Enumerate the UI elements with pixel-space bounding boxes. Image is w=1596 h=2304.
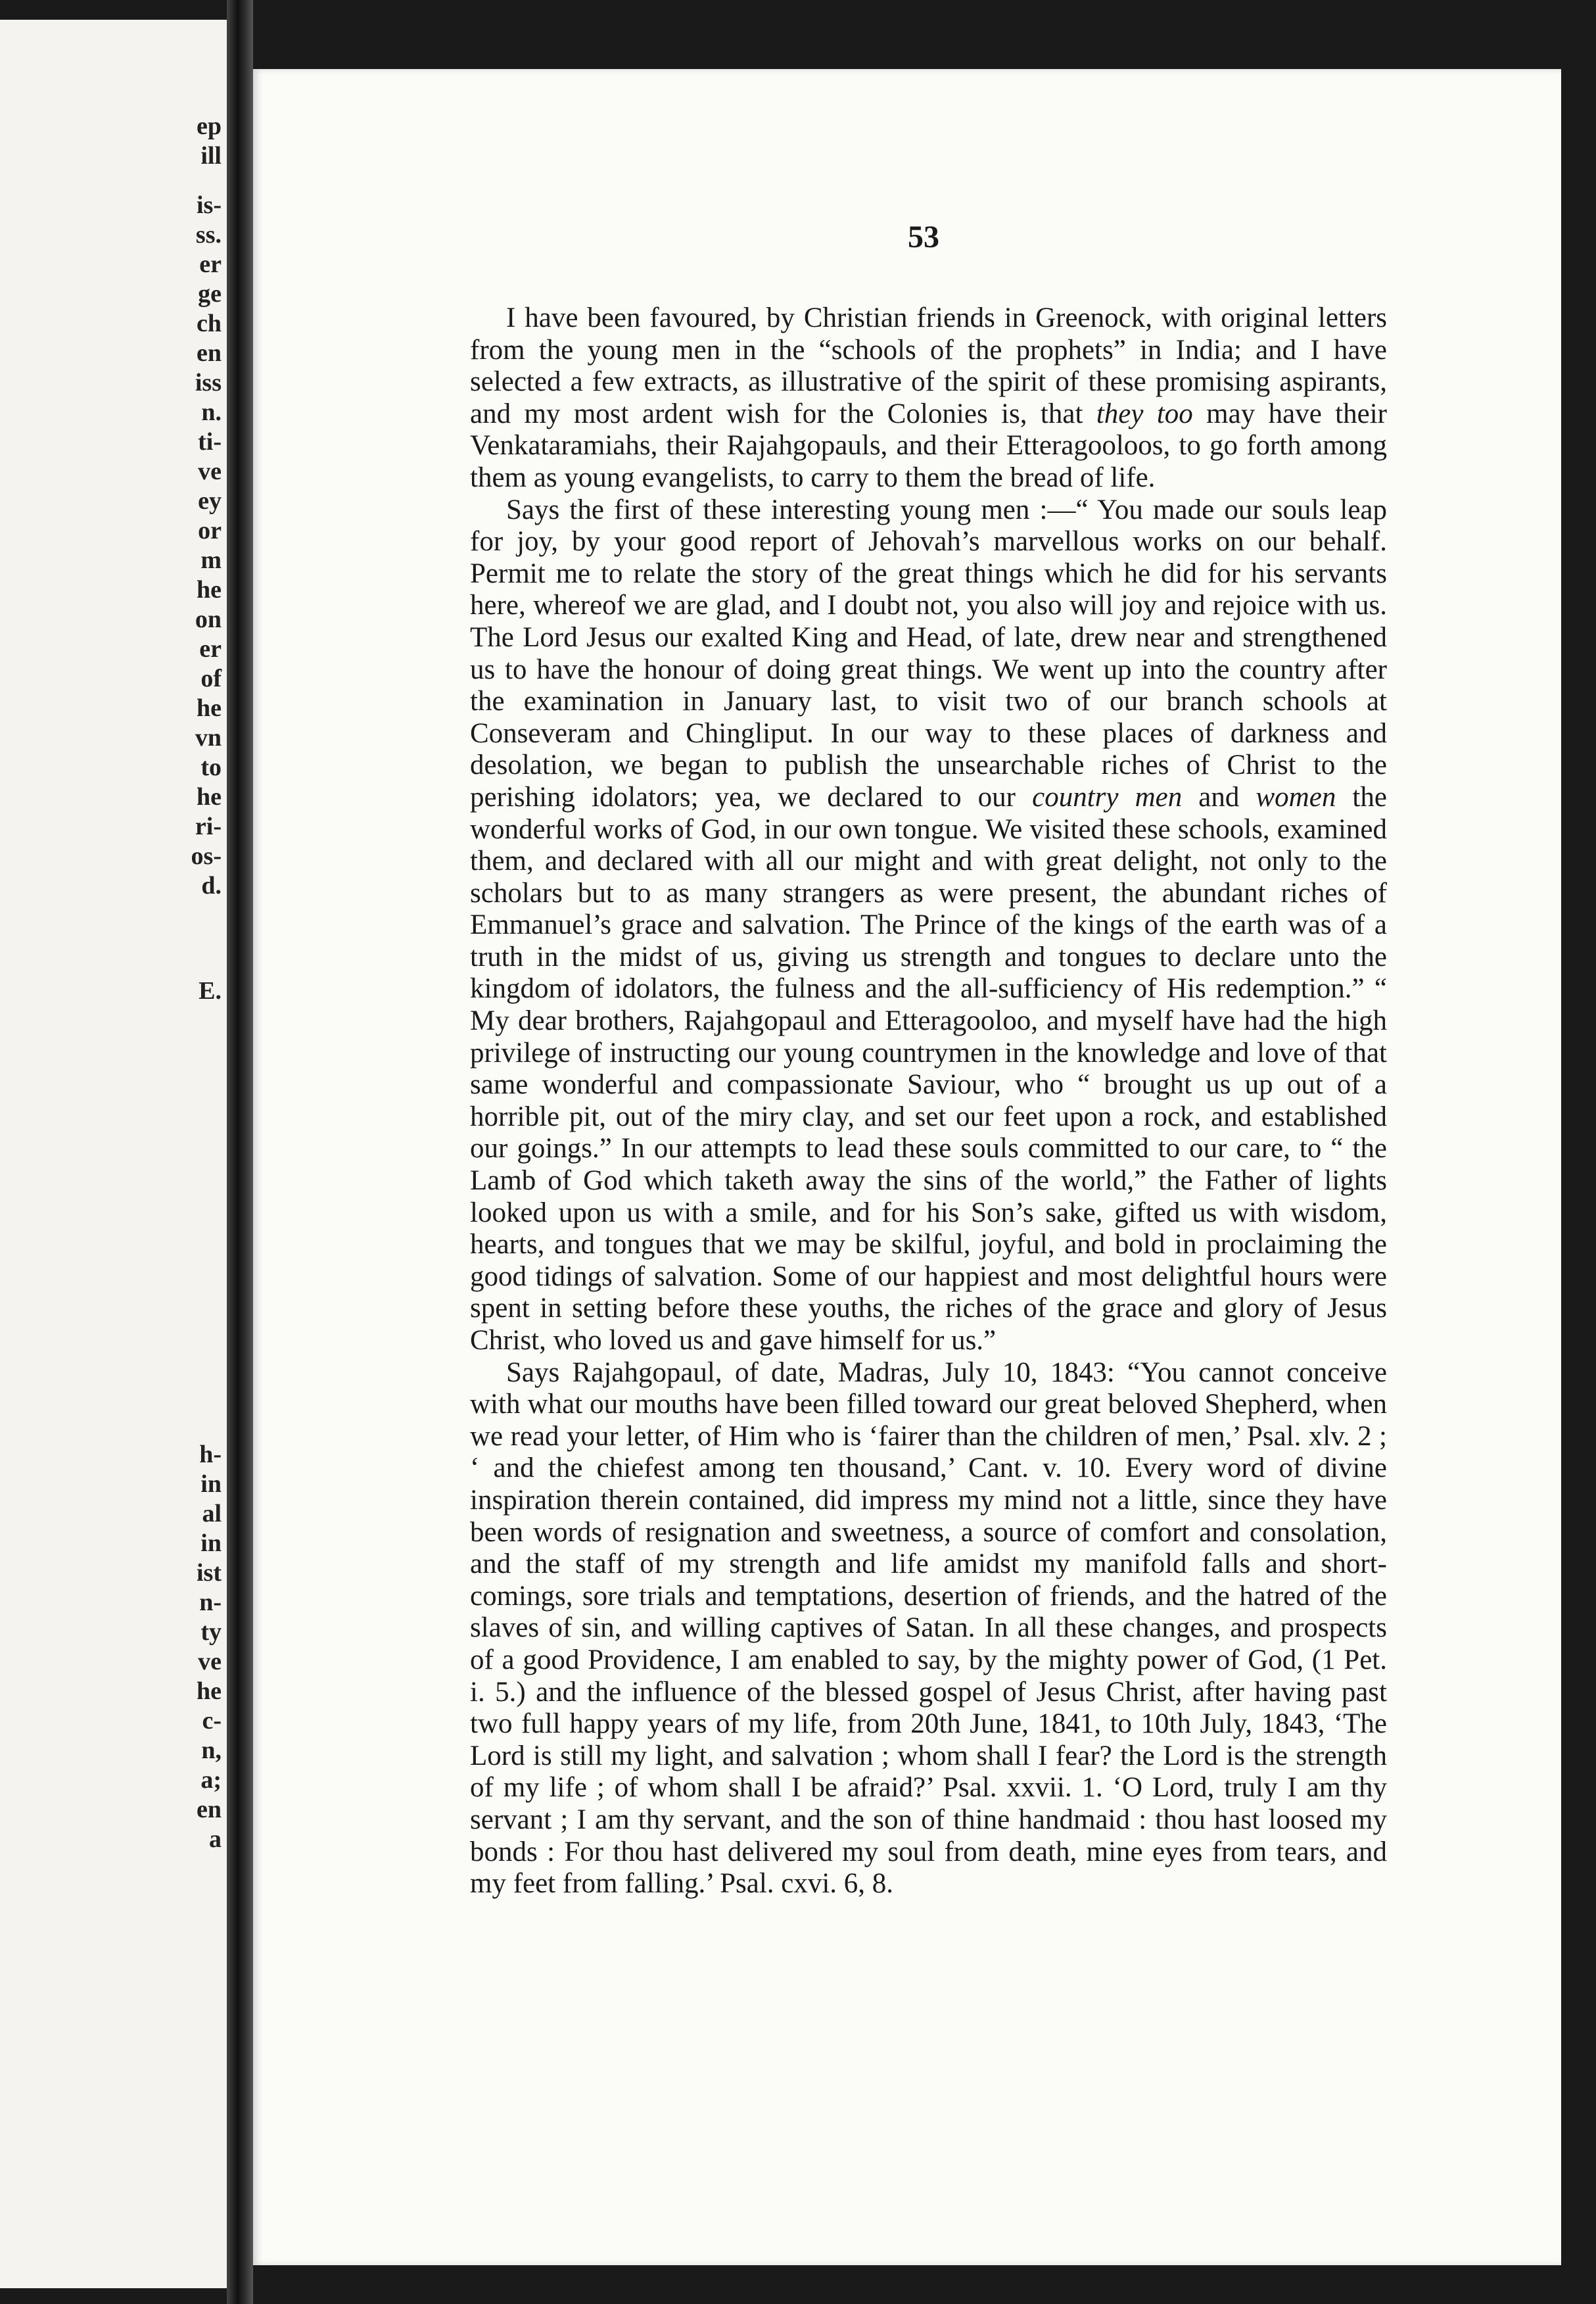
left-page-fragment: en [197, 1796, 222, 1823]
left-page-fragment: E. [199, 977, 222, 1005]
page-number: 53 [908, 220, 939, 254]
left-page-fragment: c- [202, 1707, 222, 1735]
left-page-fragment: he [197, 1677, 222, 1705]
paragraph [470, 1357, 1387, 1900]
book-gutter [227, 0, 253, 2304]
left-page-fragment: d. [201, 872, 222, 900]
left-page-fragment: ist [197, 1559, 222, 1587]
left-page-fragment: os- [191, 842, 222, 870]
left-page-fragment: ti- [198, 428, 222, 456]
left-page-fragment: ey [198, 487, 222, 515]
left-page-fragment: ve [198, 1648, 222, 1675]
right-page [253, 69, 1561, 2265]
text-run: the wonderful works of God, in our own tongue. We visited these schools, examined them, and declared with all our might and with great delight, not only to the scholars but to as many strangers as were present, the abundant riches of Emmanuel’s grace and salvation. The Prince of the kings of the earth was of a truth in the midst of us, giving us strength and tongues to declare unto the kingdom of idolators, the fulness and the all-sufficiency of His redemption.” “ My dear brothers, Rajahgopaul and Etteragooloo, and myself have had the high privilege of instructing our young countrymen in the knowledge and love of that same wonderful and compassionate Saviour, who “ brought us up out of a horrible pit, out of the miry clay, and set our feet upon a rock, and established our goings.” In our attempts to lead these souls committed to our care, to “ the Lamb of God which taketh away the sins of the world,” the Father of lights looked upon us with a smile, and for his Son’s sake, gifted us with wisdom, hearts, and tongues that we may be skilful, joyful, and bold in proclaiming the good tidings of salvation. Some of our happiest and most delightful hours were spent in setting before these youths, the riches of the grace and glory of Jesus Christ, who loved us and gave himself for us.” [470, 781, 1387, 1356]
text-run: I have been favoured, by Christian friends in Greenock, with original letters from the young men in the “schools of the prophets” in India; and I have selected a few extracts, as illustrative of the spirit of these promising aspirants, and my most ardent wish for the Colonies is, that [470, 302, 1387, 429]
left-page-fragment: to [200, 754, 222, 781]
left-page-fragment: ss. [195, 221, 222, 249]
italic-text: country men [1032, 781, 1183, 813]
left-page-fragment: h- [199, 1441, 222, 1468]
left-page-fragment: vn [195, 724, 222, 752]
left-page-fragment: en [197, 339, 222, 367]
left-page-fragment: he [197, 694, 222, 722]
left-page-fragment: m [200, 546, 222, 574]
left-page-fragment: al [202, 1500, 222, 1527]
left-page-fragment: or [198, 517, 222, 544]
left-page-fragment: ch [197, 310, 222, 337]
text-run: Says Rajahgopaul, of date, Madras, July 10, 1843: “You cannot conceive with what our mouths have been filled toward our great beloved Shepherd, when we read your letter, of Him who is ‘fairer than the children of men,’ Psal. xlv. 2 ; ‘ and the chiefest among ten thousand,’ Cant. v. 10. Every word of divine inspiration therein contained, did impress my mind not a little, since they have been words of resignation and sweetness, a source of comfort and consolation, and the staff of my strength and life amidst my manifold falls and short-comings, sore trials and temptations, desertion of friends, and the hatred of the slaves of sin, and willing captives of Satan. In all these changes, and prospects of a good Providence, I am enabled to say, by the mighty power of God, (1 Pet. i. 5.) and the influence of the blessed gospel of Jesus Christ, after having past two full happy years of my life, from 20th June, 1841, to 10th July, 1843, ‘The Lord is still my light, and salvation ; whom shall I fear? the Lord is the strength of my life ; of whom shall I be afraid?’ Psal. xxvii. 1. ‘O Lord, truly I am thy servant ; I am thy servant, and the son of thine handmaid : thou hast loosed my bonds : For thou hast delivered my soul from death, mine eyes from tears, and my feet from falling.’ Psal. cxvi. 6, 8. [470, 1356, 1387, 1900]
left-page-fragment: n, [201, 1737, 222, 1764]
left-page-fragment: a; [200, 1766, 222, 1794]
left-page-fragment: n. [201, 398, 222, 426]
left-page-fragment: ve [198, 458, 222, 485]
left-page-fragment: in [200, 1470, 222, 1498]
left-page-fragment: er [199, 635, 222, 663]
body-text [470, 302, 1387, 1900]
left-page-fragment: in [200, 1529, 222, 1557]
paragraph [470, 302, 1387, 494]
left-page-fragment: he [197, 576, 222, 604]
left-page-fragment: ri- [195, 813, 222, 840]
left-page-fragment: ill [200, 142, 222, 170]
left-page-fragment: of [200, 665, 222, 692]
left-page-fragment: iss [195, 369, 222, 396]
left-page-fragment: ge [198, 280, 222, 308]
text-run: and [1182, 781, 1256, 813]
left-page-fragment: on [195, 606, 222, 633]
left-page-fragment: a [209, 1825, 222, 1853]
left-page [0, 20, 227, 2288]
italic-text: they too [1096, 398, 1193, 429]
left-page-fragment: he [197, 783, 222, 811]
left-page-fragment: ty [200, 1618, 222, 1646]
left-page-fragment: n- [199, 1589, 222, 1616]
text-run: Says the first of these interesting young men :—“ You made our souls leap for joy, by your good report of Jehovah’s marvellous works on our behalf. Permit me to relate the story of the great things which he did for his servants here, whereof we are glad, and I doubt not, you also will joy and rejoice with us. The Lord Jesus our exalted King and Head, of late, drew near and strengthened us to have the honour of doing great things. We went up into the country after the examination in January last, to visit two of our branch schools at Conseveram and Chingliput. In our way to these places of darkness and desolation, we began to publish the unsearchable riches of Christ to the perishing idolators; yea, we declared to our [470, 494, 1387, 813]
text-run: may have their Venkataramiahs, their Rajahgopauls, and their Etteragooloos, to go forth among them as young evangelists, to carry to them the bread of life. [470, 398, 1387, 493]
left-page-fragment: er [199, 251, 222, 278]
paragraph [470, 494, 1387, 1357]
italic-text: women [1256, 781, 1336, 813]
left-page-fragment: ep [197, 112, 222, 140]
left-page-fragment: is- [197, 191, 222, 219]
